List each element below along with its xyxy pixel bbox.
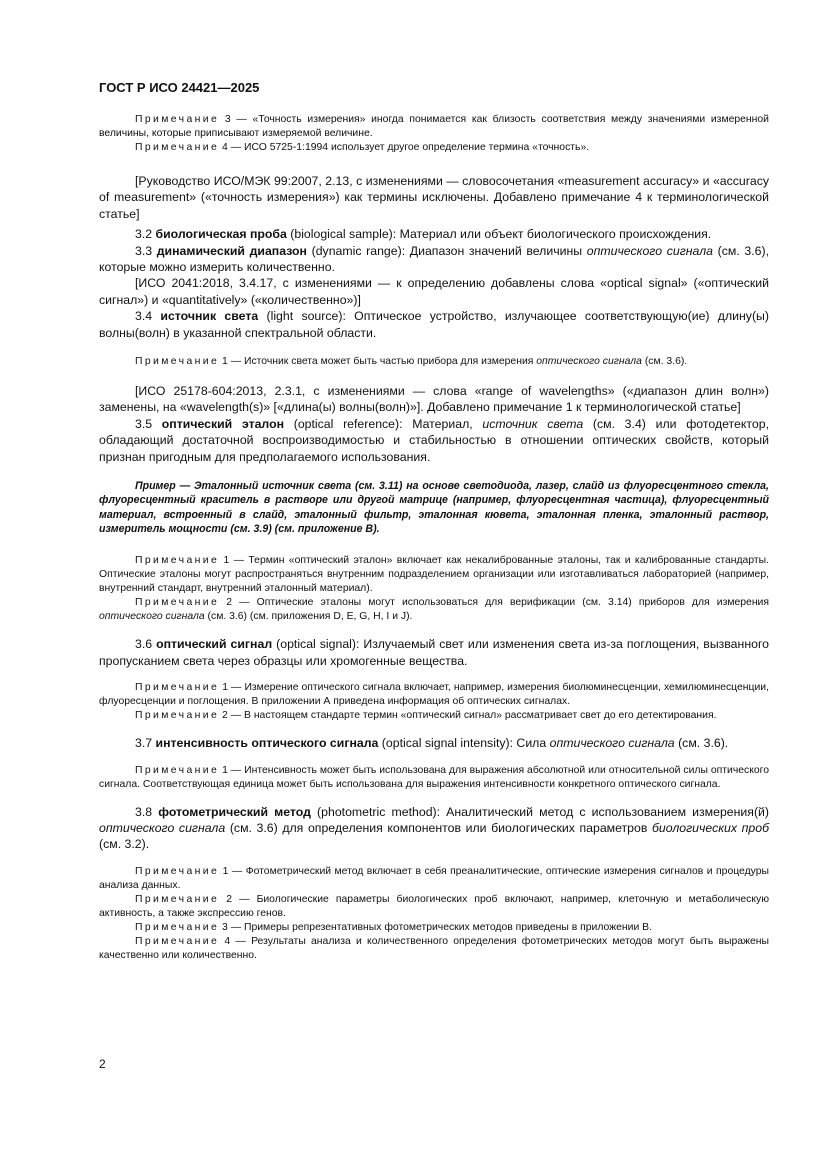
term-text: (см. 3.4) или фотодетектор, обладающий достаточной воспроизводимостью и стабильностью в отношении оптических свойств, который признан пригодным для предполагаемого использования. [99,416,769,464]
note-text: Источник света может быть частью прибора для измерения [244,356,537,368]
note-paragraph [99,355,769,369]
note-text: Примеры репрезентативных фотометрических методов приведены в приложении В. [244,921,652,933]
source-reference: [Руководство ИСО/МЭК 99:2007, 2.13, с изменениями — словосочетания «measurement accuracy» и «accuracy of measurement» («точность измерения») как термины исключены. Добавлено примечание 4 к терминологической статье] [99,174,769,221]
term-text: (photometric method): Аналитический метод с использованием измерения(й) [310,804,769,819]
term-name: источник света [160,309,259,324]
note-number: 4 — [219,142,244,153]
term-text: (light source): Оптическое устройство, излучающее соответствующую(ие) длину(ы) волны(волн) в указанной спектральной области. [99,309,769,340]
note-paragraph [99,865,769,893]
term-definition [99,735,769,751]
note-number: 1 — [219,555,249,567]
term-name: интенсивность оптического сигнала [155,736,379,751]
note-number: 1 — [219,764,245,776]
note-number: 2 — [219,893,257,905]
source-reference: [ИСО 2041:2018, 3.4.17, с изменениями — к определению добавлены слова «optical signal» («оптический сигнал») и «quantitatively» («количественно»)] [99,276,769,307]
note-number: 1 — [219,682,245,694]
term-definition [99,308,769,341]
term-reference: оптического сигнала [99,820,226,835]
term-definition [99,416,769,465]
note-label: Примечание [135,865,220,877]
term-text: (biological sample): Материал или объект биологического происхождения. [286,227,712,242]
note-text: Интенсивность может быть использована для выражения абсолютной или относительной силы оптического сигнала. Соответствующая единица может быть использована для выражения интенсивности конкретного оптического сигнала. [99,764,769,790]
note-paragraph [99,764,769,792]
term-reference: оптического сигнала [549,736,675,751]
term-number: 3.5 [135,416,162,431]
note-label: Примечание [135,764,220,776]
note-paragraph [99,141,769,155]
note-label: Примечание [135,682,220,694]
note-text: Измерение оптического сигнала включает, например, измерения биолюминесценции, хемилюминесценции, флуоресценции и поглощения. В приложении А приведена информация об оптических сигналах. [99,682,769,708]
term-reference: биологических проб [652,820,769,835]
term-text: (dynamic range): Диапазон значений величины [306,243,587,258]
note-text: Результаты анализа и количественного определения фотометрических методов могут быть выражены качественно или количественно. [99,935,769,961]
term-reference: оптического сигнала [99,611,205,623]
term-number: 3.2 [135,227,156,242]
term-name: фотометрический метод [158,804,311,819]
term-text: (см. 3.6), которые можно измерить количественно. [99,243,770,275]
example-text: — Эталонный источник света (см. 3.11) на основе светодиода, лазер, слайд из флуоресцентного стекла, флуоресцентный краситель в растворе или другой матрице (например, флуоресцентная частица), флуоресцентный материал, встроенный в слайд, эталонный фильтр, эталонная кювета, эталонная пленка, эталонный раствор, измеритель мощности (см. 3.9) (см. приложение В). [99,480,769,535]
note-label: Примечание [135,356,220,368]
term-number: 3.7 [135,736,156,751]
term-definition [99,804,769,853]
term-reference: оптического сигнала [586,243,713,258]
term-definition [99,636,769,669]
term-reference: источник света [482,416,584,431]
note-text: (см. 3.6) (см. приложения D, E, G, H, I и J). [204,611,413,623]
note-label: Примечание [135,893,220,905]
note-number: 4 — [219,935,252,947]
page-number: 2 [99,1057,106,1071]
term-text: (optical signal intensity): Сила [378,736,550,751]
note-paragraph [99,709,769,723]
note-label: Примечание [135,597,220,609]
term-number: 3.4 [135,309,161,324]
note-paragraph [99,113,769,141]
note-number: 3 — [219,921,244,933]
term-text: (см. 3.6) для определения компонентов или биологических параметров [225,820,653,835]
note-number: 3 — [219,114,253,125]
term-text: (см. 3.2). [99,837,150,852]
note-number: 1 — [219,865,246,877]
note-paragraph [99,681,769,709]
term-definition [99,243,769,276]
note-text: Термин «оптический эталон» включает как некалиброванные эталоны, так и калиброванные стандарты. Оптические эталоны могут распространяться внутренним подразделением организации или изготавливаться лабораторией (например, внутренний стандарт, внутренний эталонный материал). [99,555,769,595]
term-text: (optical reference): Материал, [284,416,483,431]
term-definition [99,226,769,242]
note-paragraph [99,596,769,624]
note-text: Оптические эталоны могут использоваться для верификации (см. 3.14) приборов для измерения [256,597,769,609]
note-text: Фотометрический метод включает в себя преаналитические, оптические измерения сигналов и процедуры анализа данных. [99,865,769,891]
term-number: 3.6 [135,637,157,652]
note-label: Примечание [135,114,220,125]
term-number: 3.3 [135,243,157,258]
note-text: «Точность измерения» иногда понимается как близость соответствия между значениями измеренной величины, которые приписывают измеряемой величине. [99,114,769,139]
note-number: 2 — [219,597,257,609]
note-label: Примечание [135,921,220,933]
example-label: Пример [135,480,176,493]
term-number: 3.8 [135,804,159,819]
term-name: оптический эталон [161,416,285,431]
document-header: ГОСТ Р ИСО 24421—2025 [99,80,260,95]
note-text: ИСО 5725-1:1994 использует другое определение термина «точность». [244,142,590,153]
example-paragraph [99,479,769,536]
note-text: Биологические параметры биологических проб включают, например, клеточную и метаболическую активность, а также экспрессию генов. [99,893,769,919]
document-body [99,113,769,963]
note-label: Примечание [135,935,220,947]
note-text: (см. 3.6). [641,356,688,368]
note-paragraph [99,893,769,921]
term-text: (optical signal): Излучаемый свет или изменения света из-за поглощения, вызванного пропусканием света через образцы или хромогенные вещества. [99,637,769,668]
term-name: оптический сигнал [156,637,273,652]
note-label: Примечание [135,710,220,722]
note-paragraph [99,921,769,935]
note-number: 1 — [219,356,244,368]
term-text: (см. 3.6). [674,736,729,751]
note-label: Примечание [135,555,220,567]
term-reference: оптического сигнала [536,356,642,368]
source-reference: [ИСО 25178-604:2013, 2.3.1, с изменениями — слова «range of wavelengths» («диапазон длин волн») заменены, на «wavelength(s)» [«длина(ы) волны(волн)»]. Добавлено примечание 1 к терминологической статье] [99,384,769,415]
term-name: биологическая проба [155,227,287,242]
note-paragraph [99,554,769,596]
note-number: 2 — [219,710,244,722]
note-text: В настоящем стандарте термин «оптический сигнал» рассматривает свет до его детектирования. [244,710,717,722]
note-label: Примечание [135,142,220,153]
note-paragraph [99,935,769,963]
term-name: динамический диапазон [156,243,307,258]
